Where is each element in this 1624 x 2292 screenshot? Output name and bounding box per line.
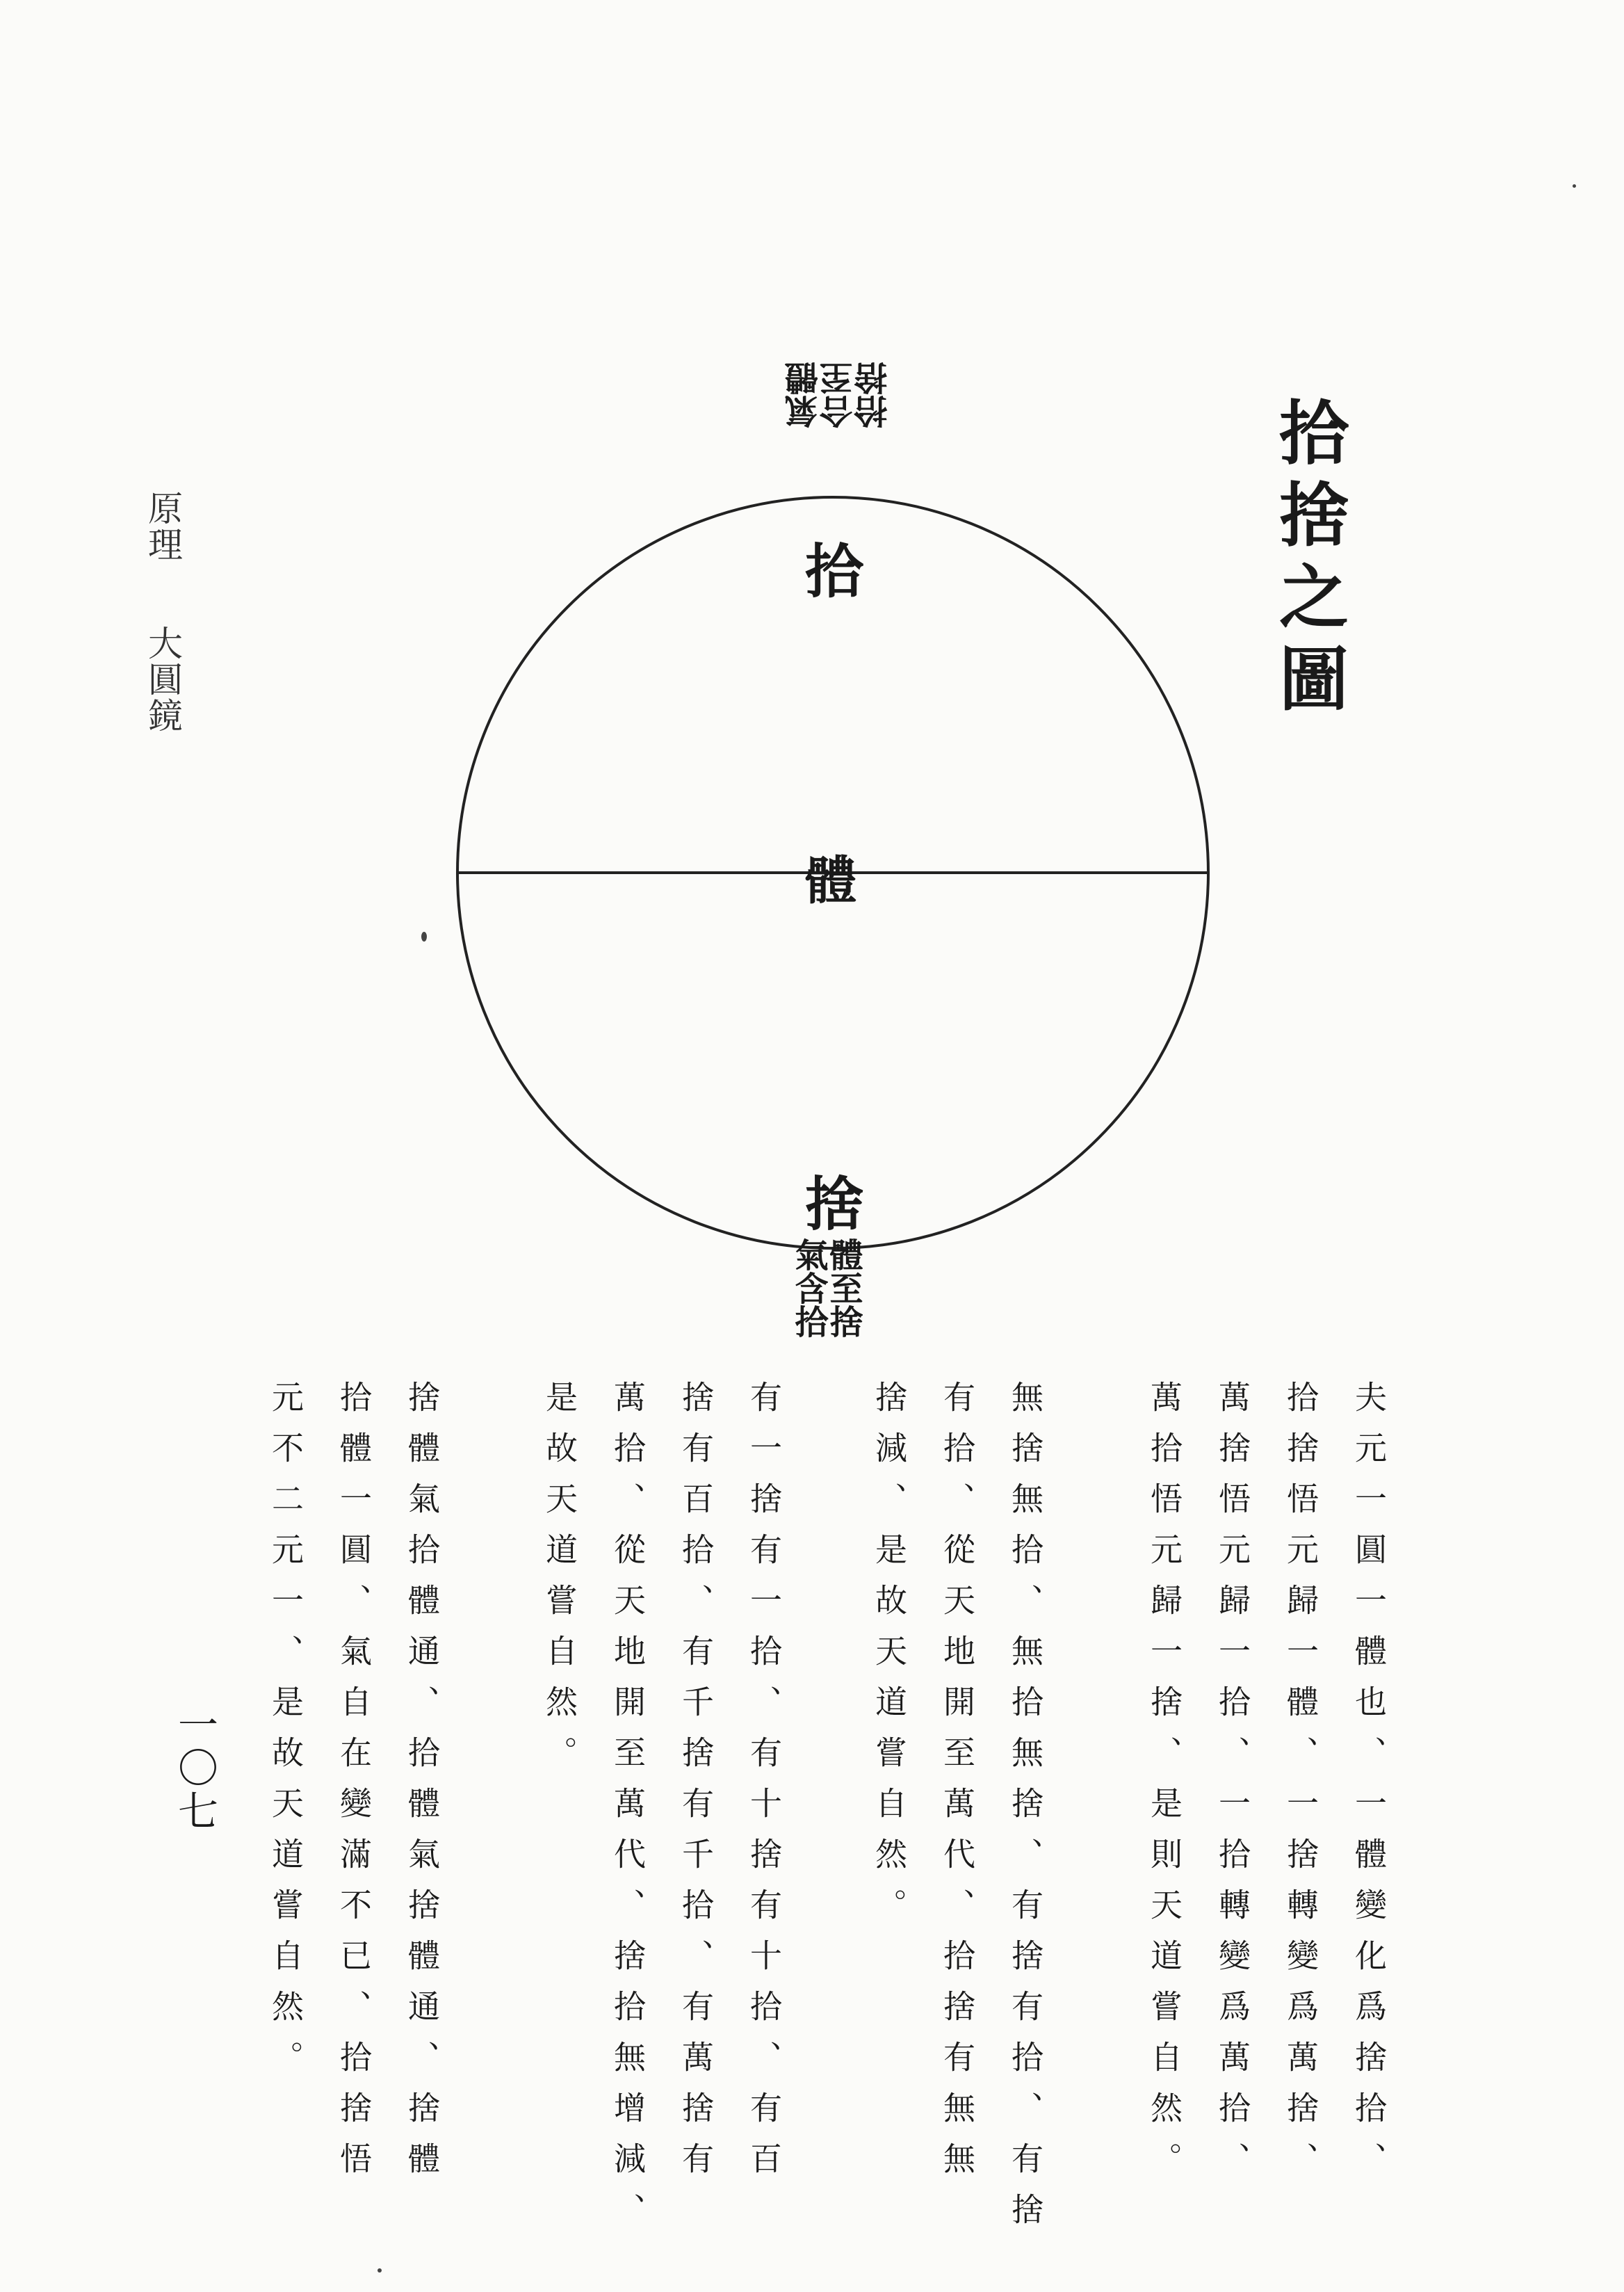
para1-line2: 拾捨悟元歸一體、一捨轉變爲萬捨、 bbox=[1282, 1380, 1320, 2193]
para4-line2: 拾體一圓、氣自在變滿不已、拾捨悟 bbox=[335, 1380, 373, 2193]
diagram-top-note bbox=[787, 362, 891, 428]
running-header: 原理 大圓鏡 bbox=[143, 490, 183, 734]
para1-line4: 萬拾悟元歸一捨、是則天道嘗自然。 bbox=[1146, 1380, 1183, 2193]
para4-line3: 元不二元一、是故天道嘗自然。 bbox=[267, 1380, 304, 2091]
top-note-col: 氣體 bbox=[785, 362, 824, 428]
scan-speck bbox=[377, 2268, 382, 2273]
para4-line1: 捨體氣拾體通、拾體氣捨體通、捨體 bbox=[403, 1380, 441, 2193]
top-note-col: 合至 bbox=[820, 362, 859, 428]
para2-line1: 無捨無拾、無拾無捨、有捨有拾、有捨 bbox=[1007, 1380, 1044, 2243]
bottom-note-col: 氣含拾 bbox=[789, 1238, 828, 1338]
scan-speck bbox=[421, 932, 427, 942]
para1-line3: 萬捨悟元歸一拾、一拾轉變爲萬拾、 bbox=[1214, 1380, 1251, 2193]
para3-line2: 捨有百拾、有千捨有千拾、有萬捨有 bbox=[677, 1380, 715, 2193]
para3-line1: 有一捨有一拾、有十捨有十拾、有百 bbox=[745, 1380, 783, 2193]
para2-line3: 捨減、是故天道嘗自然。 bbox=[870, 1380, 908, 1939]
para2-line2: 有拾、從天地開至萬代、拾捨有無無 bbox=[939, 1380, 976, 2193]
page-title: 拾捨之圖 bbox=[1267, 396, 1349, 725]
para3-line3: 萬拾、從天地開至萬代、捨拾無增減、 bbox=[609, 1380, 647, 2243]
scan-speck bbox=[1573, 184, 1576, 188]
diagram-bottom-label: 捨 bbox=[805, 1170, 864, 1238]
diagram-center-label: 體 bbox=[805, 851, 856, 911]
diagram-bottom-note bbox=[791, 1238, 861, 1338]
top-note-col: 拾捨 bbox=[854, 362, 893, 428]
para1-line1: 夫元一圓一體也、一體變化爲捨拾、 bbox=[1350, 1380, 1388, 2193]
page-number: 一〇七 bbox=[171, 1704, 218, 1833]
para3-line4: 是故天道嘗自然。 bbox=[541, 1380, 578, 1786]
diagram-top-label: 拾 bbox=[805, 537, 864, 606]
bottom-note-col: 體至捨 bbox=[824, 1238, 863, 1338]
